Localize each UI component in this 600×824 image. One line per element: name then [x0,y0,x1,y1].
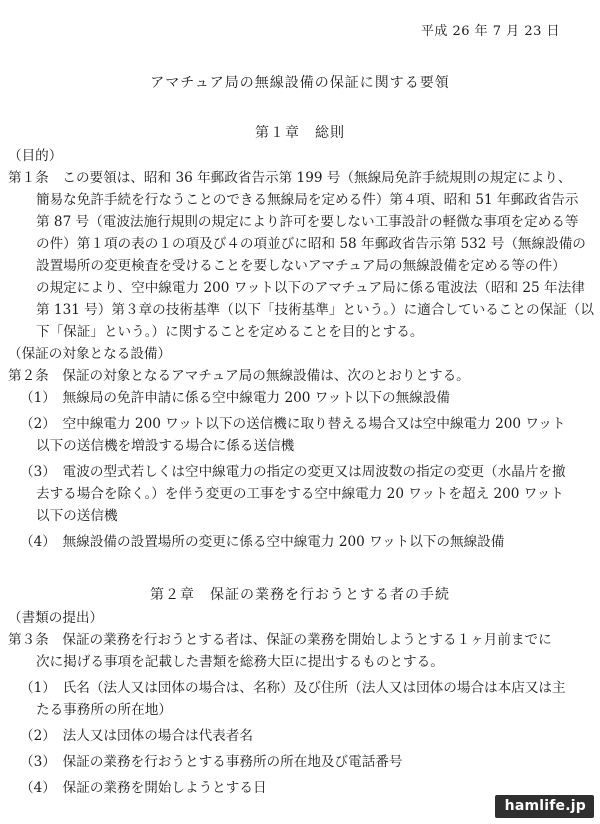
document-title: アマチュア局の無線設備の保証に関する要領 [150,75,450,91]
article-2-item: （3） 電波の型式若しくは空中線電力の指定の変更又は周波数の指定の変更（水晶片を撤 [20,464,566,480]
article-2-item: （4） 無線設備の設置場所の変更に係る空中線電力 200 ワット以下の無線設備 [20,534,505,550]
article-2-item-cont: 去する場合を除く。）を伴う変更の工事をする空中線電力 20 ワットを超え 200 ワット [36,486,564,502]
article-1-line: 第 131 号）第３章の技術基準（以下「技術基準」という。）に適合していることの保証（以 [36,302,594,318]
section-heading-documents: （書類の提出） [8,610,104,626]
article-3-line: 第３条 保証の業務を行おうとする者は、保証の業務を開始しようとする１ヶ月前までに [8,632,552,648]
article-1-line: 第 87 号（電波法施行規則の規定により許可を要しない工事設計の軽微な事項を定める等 [36,214,579,230]
article-2-item: （2） 空中線電力 200 ワット以下の送信機に取り替える場合又は空中線電力 200 ワット [20,416,566,432]
article-3-item: （1） 氏名（法人又は団体の場合は、名称）及び住所（法人又は団体の場合は本店又は主 [20,680,566,696]
article-2-line: 第２条 保証の対象となるアマチュア局の無線設備は、次のとおりとする。 [8,368,470,384]
article-1-line: 下「保証」という。）に関することを定めることを目的とする。 [36,324,424,340]
section-heading-scope: （保証の対象となる設備） [8,346,172,362]
article-1-line: 設置場所の変更検査を受けることを要しないアマチュア局の無線設備を定める等の件） [36,258,566,274]
article-3-line: 次に掲げる事項を記載した書類を総務大臣に提出するものとする。 [36,654,444,670]
document-date: 平成 26 年 7 月 23 日 [420,24,560,39]
article-3-item-cont: たる事務所の所在地） [36,702,172,718]
article-2-item-cont: 以下の送信機 [36,508,118,524]
article-2-item-cont: 以下の送信機を増設する場合に係る送信機 [36,438,295,454]
section-heading-purpose: （目的） [8,148,63,164]
site-watermark: hamlife.jp [495,795,594,818]
chapter-2-title: 第２章 保証の業務を行おうとする者の手続 [150,587,450,603]
chapter-1-title: 第１章 総則 [255,125,345,141]
article-3-item: （2） 法人又は団体の場合は代表者名 [20,728,253,744]
article-1-line: 第１条 この要領は、昭和 36 年郵政省告示第 199 号（無線局免許手続規則の規定により、 [8,170,572,186]
article-1-line: の規定により、空中線電力 200 ワット以下のアマチュア局に係る電波法（昭和 25 年法律 [36,280,585,296]
article-1-line: 簡易な免許手続を行なうことのできる無線局を定める件）第４項、昭和 51 年郵政省告示 [36,192,579,208]
article-3-item: （3） 保証の業務を行おうとする事務所の所在地及び電話番号 [20,754,403,770]
article-1-line: の件）第１項の表の１の項及び４の項並びに昭和 58 年郵政省告示第 532 号（無線設備の [36,236,586,252]
article-3-item: （4） 保証の業務を開始しようとする日 [20,780,267,796]
article-2-item: （1） 無線局の免許申請に係る空中線電力 200 ワット以下の無線設備 [20,390,450,406]
